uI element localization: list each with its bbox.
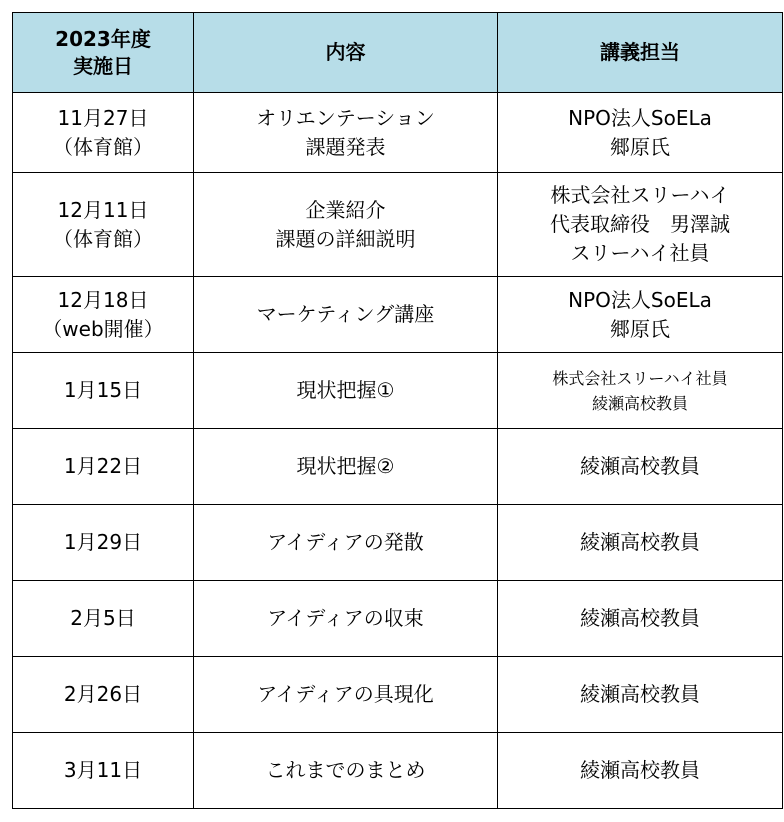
instructor-cell-line: 綾瀬高校教員 xyxy=(580,606,700,630)
date-cell xyxy=(13,581,194,657)
content-cell xyxy=(194,581,498,657)
instructor-cell-line: 郷原氏 xyxy=(610,316,670,341)
content-cell xyxy=(194,505,498,581)
table-row xyxy=(13,353,783,429)
instructor-cell-line: スリーハイ社員 xyxy=(570,241,710,265)
date-cell-line: 2月5日 xyxy=(70,606,136,630)
instructor-cell xyxy=(498,353,783,429)
date-cell xyxy=(13,733,194,809)
content-cell-line: アイディアの具現化 xyxy=(257,682,434,706)
header-row xyxy=(13,13,783,93)
content-cell xyxy=(194,429,498,505)
instructor-cell-line: NPO法人SoELa xyxy=(568,287,712,312)
date-cell-line: 12月18日 xyxy=(57,287,149,312)
instructor-cell xyxy=(498,505,783,581)
date-cell-line: 1月22日 xyxy=(63,454,143,478)
instructor-cell-line: 代表取締役 男澤誠 xyxy=(550,212,730,236)
content-cell xyxy=(194,733,498,809)
date-cell xyxy=(13,505,194,581)
header-date xyxy=(13,13,194,93)
instructor-cell-line: 綾瀬高校教員 xyxy=(580,682,700,706)
instructor-cell xyxy=(498,733,783,809)
header-date-line-1: 2023年度 xyxy=(55,26,151,51)
date-cell xyxy=(13,173,194,277)
date-cell xyxy=(13,429,194,505)
header-date-line-2: 実施日 xyxy=(73,53,133,78)
content-cell xyxy=(194,657,498,733)
instructor-cell-line: NPO法人SoELa xyxy=(568,105,712,130)
instructor-cell-line: 綾瀬高校教員 xyxy=(580,454,700,478)
content-cell-line: 課題発表 xyxy=(305,134,386,159)
table-row xyxy=(13,733,783,809)
date-cell-line: （web開催） xyxy=(42,316,164,341)
content-cell xyxy=(194,353,498,429)
content-cell-line: マーケティング講座 xyxy=(256,302,435,326)
instructor-cell-line: 株式会社スリーハイ社員 xyxy=(552,368,728,388)
content-cell xyxy=(194,173,498,277)
instructor-cell-line: 綾瀬高校教員 xyxy=(591,393,688,413)
table-row xyxy=(13,173,783,277)
header-content xyxy=(194,13,498,93)
date-cell xyxy=(13,93,194,173)
content-cell-line: アイディアの発散 xyxy=(267,530,424,554)
content-cell-line: 企業紹介 xyxy=(305,197,386,222)
table-row xyxy=(13,581,783,657)
instructor-cell xyxy=(498,581,783,657)
date-cell xyxy=(13,353,194,429)
instructor-cell xyxy=(498,657,783,733)
instructor-cell xyxy=(498,277,783,353)
date-cell-line: （体育館） xyxy=(53,226,153,251)
instructor-cell-line: 綾瀬高校教員 xyxy=(580,758,700,782)
date-cell-line: （体育館） xyxy=(53,134,153,159)
instructor-cell xyxy=(498,429,783,505)
date-cell xyxy=(13,277,194,353)
instructor-cell xyxy=(498,93,783,173)
date-cell xyxy=(13,657,194,733)
table-row xyxy=(13,505,783,581)
schedule-table xyxy=(12,12,783,809)
table-row xyxy=(13,93,783,173)
table-row xyxy=(13,657,783,733)
date-cell-line: 11月27日 xyxy=(57,105,149,130)
content-cell xyxy=(194,93,498,173)
content-cell-line: 現状把握① xyxy=(296,378,395,402)
content-cell-line: 課題の詳細説明 xyxy=(275,226,416,251)
content-cell xyxy=(194,277,498,353)
content-cell-line: アイディアの収束 xyxy=(267,606,424,630)
header-content-label: 内容 xyxy=(325,40,366,64)
content-cell-line: オリエンテーション xyxy=(256,105,435,130)
date-cell-line: 1月15日 xyxy=(63,378,143,402)
date-cell-line: 1月29日 xyxy=(63,530,143,554)
instructor-cell xyxy=(498,173,783,277)
content-cell-line: 現状把握② xyxy=(296,454,395,478)
instructor-cell-line: 綾瀬高校教員 xyxy=(580,530,700,554)
header-instructor xyxy=(498,13,783,93)
content-cell-line: これまでのまとめ xyxy=(265,758,426,782)
header-instructor-label: 講義担当 xyxy=(600,40,680,64)
instructor-cell-line: 郷原氏 xyxy=(610,134,670,159)
instructor-cell-line: 株式会社スリーハイ xyxy=(550,183,730,207)
table-row xyxy=(13,429,783,505)
date-cell-line: 3月11日 xyxy=(63,758,143,782)
date-cell-line: 12月11日 xyxy=(57,197,149,222)
table-row xyxy=(13,277,783,353)
date-cell-line: 2月26日 xyxy=(63,682,143,706)
